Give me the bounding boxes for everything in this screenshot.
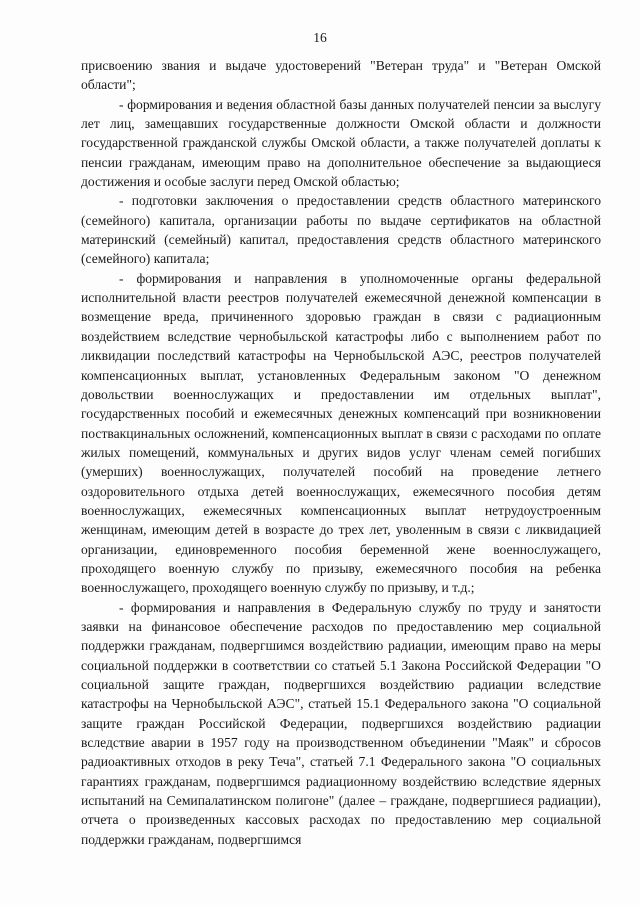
paragraph-radiation-support: - формирования и направления в Федеральную службу по труду и занятости заявки на финансовое обеспечение расходов по предоставлению мер социальной поддержки гражданам, подвергшимся воздействию радиации, имеющим право на меры социальной поддержки в соответствии со статьей 5.1 Закона Российской Федерации "О социальной защите граждан, подвергшихся воздействию радиации вследствие катастрофы на Чернобыльской АЭС", статьей 15.1 Федерального закона "О социальной защите граждан Российской Федерации, подвергшихся воздействию радиации вследствие аварии в 1957 году на производственном объединении "Маяк" и сбросов радиоактивных отходов в реку Теча", статьей 7.1 Федерального закона "О социальных гарантиях гражданам, подвергшимся радиационному воздействию вследствие ядерных испытаний на Семипалатинском полигоне" (далее – граждане, подвергшиеся радиации), отчета о произведенных кассовых расходах по предоставлению мер социальной поддержки гражданам, подвергшимся xyxy=(81,599,601,847)
document-body xyxy=(81,56,601,849)
page-number: 16 xyxy=(313,30,327,45)
paragraph-federal-registries: - формирования и направления в уполномоченные органы федеральной исполнительной власти реестров получателей ежемесячной денежной компенсации в возмещение вреда, причиненного здоровью граждан в связи с радиационным воздействием вследствие чернобыльской катастрофы либо с выполнением работ по ликвидации последствий катастрофы на Чернобыльской АЭС, реестров получателей компенсационных выплат, установленных Федеральным законом "О денежном довольствии военнослужащих и предоставлении им отдельных выплат", государственных пособий и ежемесячных денежных компенсаций при возникновении поствакцинальных осложнений, компенсационных выплат в связи с расходами по оплате жилых помещений, коммунальных и других видов услуг членам семей погибших (умерших) военнослужащих, получателей пособий на проведение летнего оздоровительного отдыха детей военнослужащих, ежемесячного пособия детям военнослужащих, ежемесячных компенсационных выплат нетрудоустроенным женщинам, имеющим детей в возрасте до трех лет, уволенным в связи с ликвидацией организации, единовременного пособия беременной жене военнослужащего, проходящего военную службу по призыву, ежемесячного пособия на ребенка военнослужащего, проходящего военную службу по призыву, и т.д.; xyxy=(81,270,601,596)
paragraph-pension-database: - формирования и ведения областной базы данных получателей пенсии за выслугу лет лиц, замещавших государственные должности Омской области и должности государственной гражданской службы Омской области, а также получателей доплаты к пенсии гражданам, имеющим право на дополнительное обеспечение за выдающиеся достижения и особые заслуги перед Омской областью; xyxy=(81,96,601,190)
paragraph-maternity-capital: - подготовки заключения о предоставлении средств областного материнского (семейного) капитала, организации работы по выдаче сертификатов на областной материнский (семейный) капитал, предоставления средств областного материнского (семейного) капитала; xyxy=(81,193,601,267)
paragraph-continuation: присвоению звания и выдаче удостоверений "Ветеран труда" и "Ветеран Омской области"; xyxy=(81,58,601,93)
